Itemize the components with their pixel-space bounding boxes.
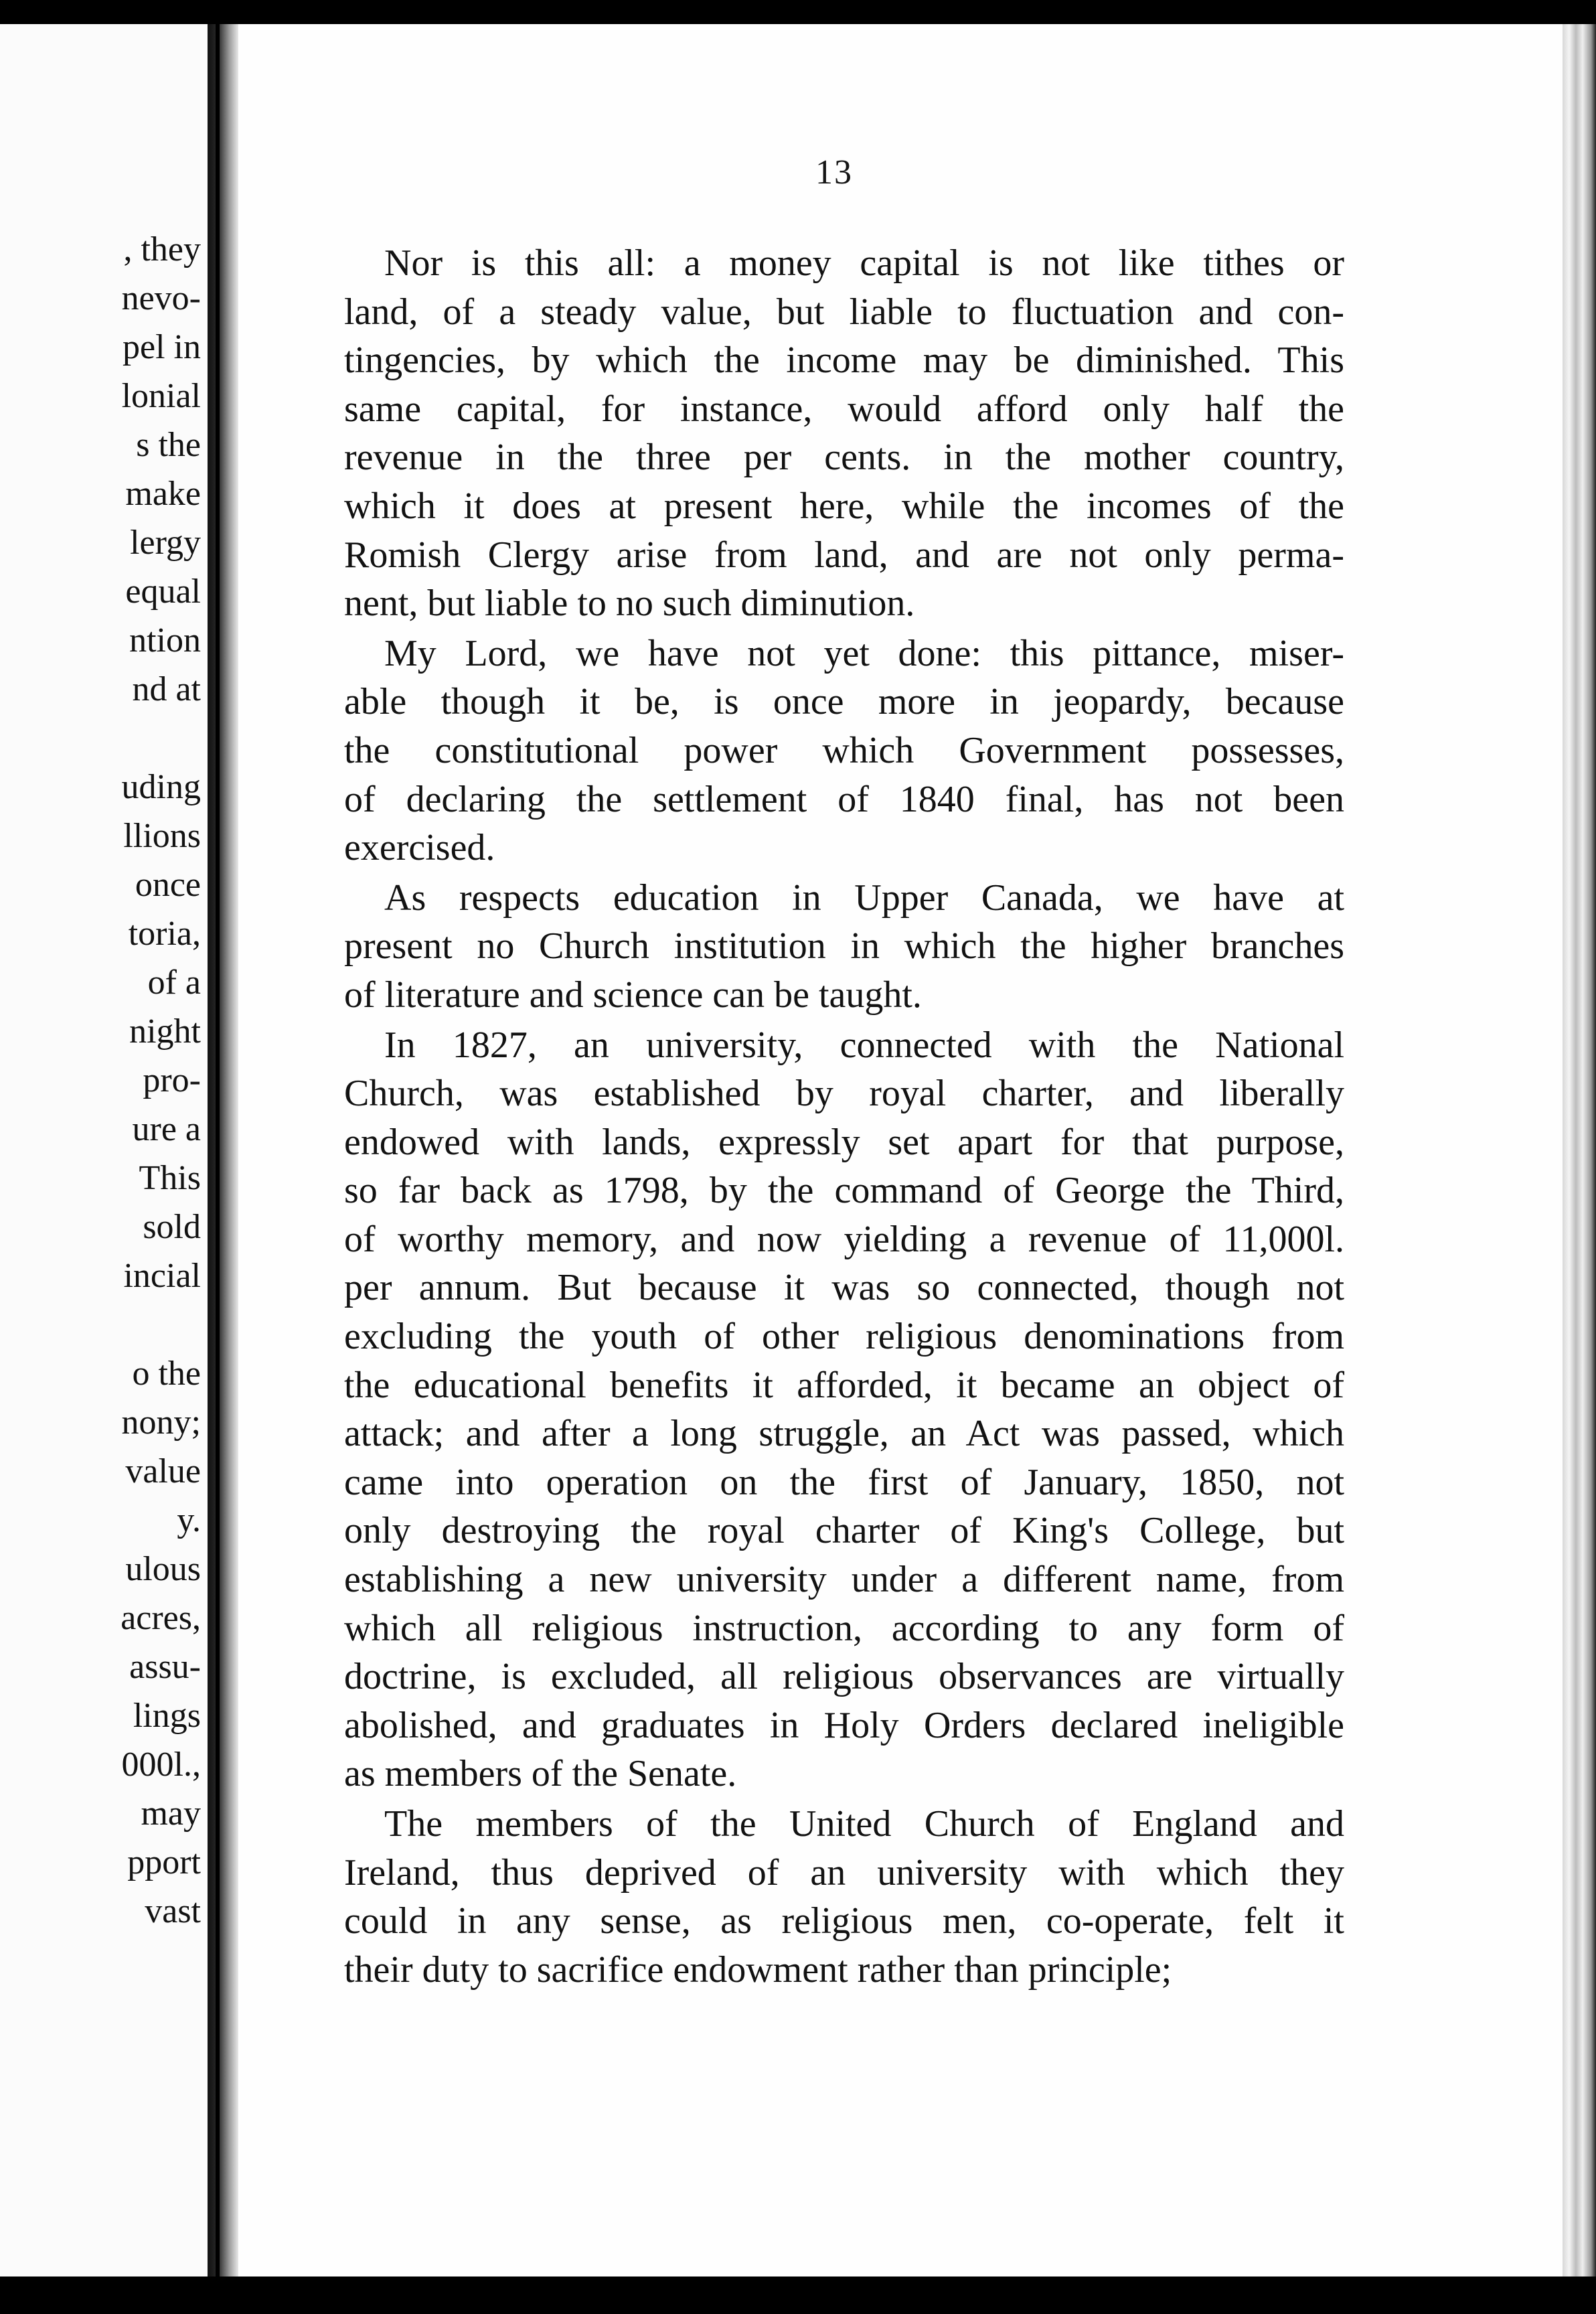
text-line: revenue in the three per cents. in the mother country,: [344, 437, 1344, 479]
text-line: excluding the youth of other religious denominations from: [344, 1316, 1344, 1358]
book-gutter: [208, 24, 238, 2277]
text-line: same capital, for instance, would afford only half the: [344, 388, 1344, 430]
previous-page-line: night: [129, 1012, 201, 1051]
text-line: the educational benefits it afforded, it became an object of: [344, 1364, 1344, 1406]
previous-page-line: value: [125, 1452, 201, 1490]
text-line: could in any sense, as religious men, co-operate, felt it: [344, 1900, 1344, 1942]
previous-page-line: nony;: [121, 1403, 201, 1442]
previous-page-line: sold: [143, 1208, 201, 1246]
text-line: the constitutional power which Government possesses,: [344, 729, 1344, 771]
text-line: endowed with lands, expressly set apart for that purpose,: [344, 1121, 1344, 1163]
previous-page-line: make: [125, 475, 201, 513]
text-line: The members of the United Church of England and: [384, 1803, 1344, 1845]
previous-page-line: lonial: [121, 377, 201, 415]
previous-page-line: llions: [123, 817, 201, 855]
previous-page-line: nevo-: [121, 279, 201, 317]
paragraph: [344, 874, 1344, 1020]
previous-page-line: o the: [132, 1355, 201, 1393]
previous-page-line: y.: [177, 1501, 201, 1539]
text-line: Church, was established by royal charter, and liberally: [344, 1073, 1344, 1115]
text-line: My Lord, we have not yet done: this pittance, miser-: [384, 632, 1344, 674]
page-number: 13: [815, 153, 853, 191]
previous-page-line: pport: [127, 1843, 201, 1881]
previous-page-line: vast: [145, 1892, 201, 1930]
gutter-shadow: [216, 24, 220, 2277]
previous-page-line: pel in: [123, 328, 201, 366]
previous-page-line: incial: [123, 1257, 201, 1295]
previous-page-line: ure a: [132, 1110, 201, 1148]
text-line: only destroying the royal charter of King's College, but: [344, 1510, 1344, 1552]
text-line: per annum. But because it was so connected, though not: [344, 1267, 1344, 1309]
paragraph: [344, 1800, 1344, 1994]
previous-page-line: This: [139, 1159, 201, 1197]
paragraph: [344, 239, 1344, 628]
text-line: exercised.: [344, 827, 495, 869]
previous-page-line: equal: [125, 572, 201, 611]
text-line: land, of a steady value, but liable to fluctuation and con-: [344, 291, 1344, 333]
previous-page-line: nd at: [132, 670, 201, 708]
previous-page-line: acres,: [121, 1599, 201, 1637]
text-line: doctrine, is excluded, all religious observances are virtually: [344, 1656, 1344, 1698]
paragraph: [344, 1021, 1344, 1799]
text-line: Nor is this all: a money capital is not like tithes or: [384, 242, 1344, 284]
previous-page-fragment: [0, 24, 208, 2277]
previous-page-line: toria,: [128, 915, 201, 953]
previous-page-text-edge: [121, 225, 201, 1936]
text-line: Ireland, thus deprived of an university with which they: [344, 1851, 1344, 1894]
previous-page-line: ntion: [129, 621, 201, 660]
previous-page-line: , they: [123, 230, 201, 268]
text-line: establishing a new university under a different name, from: [344, 1559, 1344, 1601]
text-line: present no Church institution in which the higher branches: [344, 925, 1344, 968]
text-line: nent, but liable to no such diminution.: [344, 583, 915, 625]
previous-page-line: s the: [136, 426, 201, 464]
text-line: so far back as 1798, by the command of George the Third,: [344, 1170, 1344, 1212]
text-line: abolished, and graduates in Holy Orders declared ineligible: [344, 1704, 1344, 1746]
previous-page-line: lings: [133, 1697, 201, 1735]
text-line: came into operation on the first of January, 1850, not: [344, 1461, 1344, 1503]
previous-page-line: lergy: [130, 524, 201, 562]
previous-page-line: of a: [147, 963, 201, 1002]
previous-page-line: once: [135, 866, 201, 904]
paragraph: [344, 629, 1344, 872]
text-line: As respects education in Upper Canada, we have at: [384, 876, 1344, 919]
text-line: able though it be, is once more in jeopardy, because: [344, 681, 1344, 723]
text-line: of worthy memory, and now yielding a revenue of 11,000l.: [344, 1218, 1344, 1260]
previous-page-line: uding: [121, 768, 201, 806]
text-line: attack; and after a long struggle, an Act was passed, which: [344, 1413, 1344, 1455]
page-edges: [1563, 24, 1596, 2277]
text-line: which all religious instruction, according to any form of: [344, 1607, 1344, 1649]
previous-page-line: [121, 714, 201, 763]
text-line: of declaring the settlement of 1840 final, has not been: [344, 778, 1344, 820]
scanner-border-bottom: [0, 2277, 1596, 2314]
page-body-text: [344, 239, 1344, 1994]
previous-page-line: 000l.,: [121, 1746, 201, 1784]
text-line: which it does at present here, while the incomes of the: [344, 485, 1344, 527]
text-line: of literature and science can be taught.: [344, 974, 922, 1016]
text-line: Romish Clergy arise from land, and are not only perma-: [344, 534, 1344, 576]
previous-page-line: ulous: [125, 1550, 201, 1588]
previous-page-line: may: [141, 1794, 201, 1833]
scanner-border-top: [0, 0, 1596, 24]
previous-page-line: [121, 1300, 201, 1349]
text-line: as members of the Senate.: [344, 1753, 737, 1795]
text-line: tingencies, by which the income may be diminished. This: [344, 339, 1344, 382]
text-line: their duty to sacrifice endowment rather than principle;: [344, 1948, 1172, 1991]
text-line: In 1827, an university, connected with the National: [384, 1024, 1344, 1066]
previous-page-line: pro-: [143, 1061, 201, 1099]
previous-page-line: assu-: [129, 1648, 201, 1686]
